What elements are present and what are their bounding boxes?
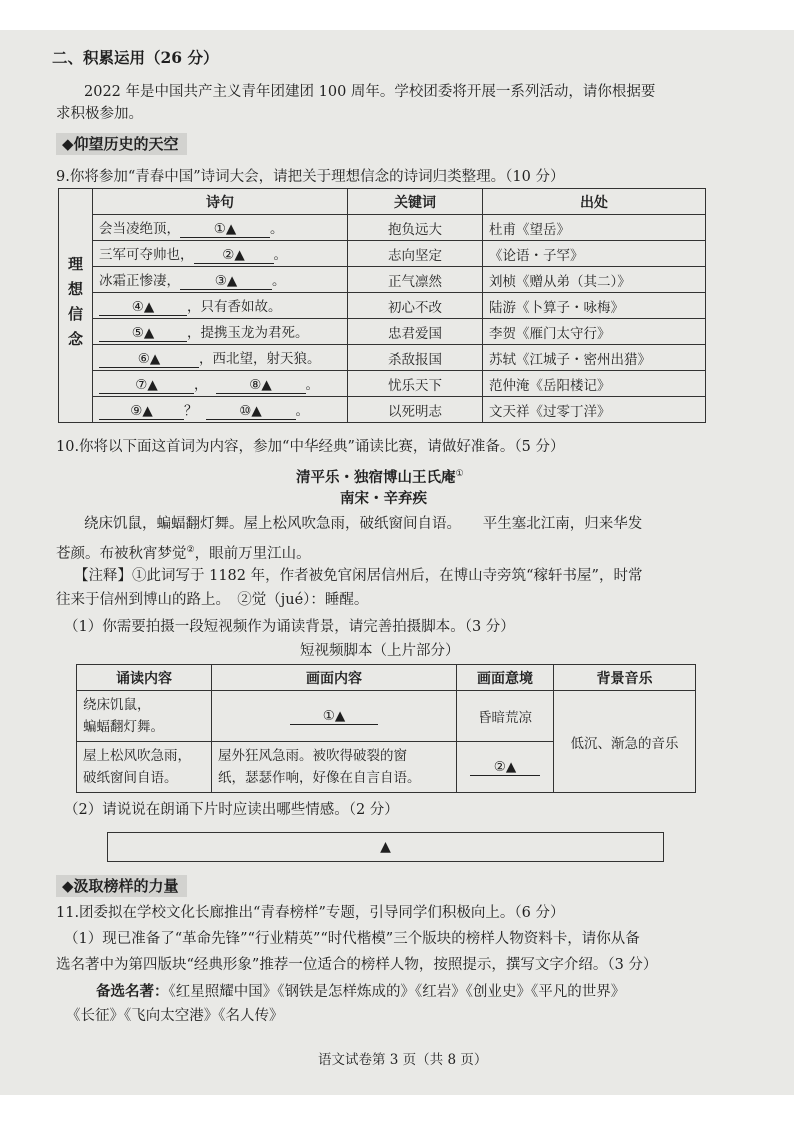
poem-text: 苍颜。布被秋宵梦觉 <box>56 545 187 562</box>
answer-blank[interactable]: ④▲ <box>99 299 187 316</box>
answer-blank[interactable]: ⑤▲ <box>99 325 187 342</box>
verse-text: 。 <box>295 403 309 419</box>
verse-text: 冰霜正惨凄， <box>99 273 180 289</box>
book-list-text: 《红星照耀中国》《钢铁是怎样炼成的》《红岩》《创业史》《平凡的世界》 <box>168 984 626 1000</box>
book-list-label: 备选名著： <box>96 983 169 1000</box>
script-picture-line: 纸，瑟瑟作响，好像在自言自语。 <box>218 770 421 786</box>
keyword-cell: 杀敌报国 <box>348 345 483 371</box>
script-text-line: 蝙蝠翻灯舞。 <box>83 719 164 735</box>
q9-header-source: 出处 <box>483 189 706 215</box>
script-text-line: 绕床饥鼠， <box>83 697 151 713</box>
answer-blank[interactable]: ⑩▲ <box>206 403 296 420</box>
intro-line-2: 求积极参加。 <box>56 106 143 122</box>
keyword-cell: 抱负远大 <box>348 215 483 241</box>
script-text-line: 破纸窗间自语。 <box>83 770 178 786</box>
q11-sub1-line-1: （1）现已准备了“革命先锋”“行业精英”“时代楷模”三个版块的榜样人物资料卡，请你从备 <box>64 931 640 947</box>
script-header-content: 诵读内容 <box>77 665 212 691</box>
keyword-cell: 忧乐天下 <box>348 371 483 397</box>
script-table-title: 短视频脚本（上片部分） <box>300 643 460 659</box>
q9-side-label: 理想信念 <box>59 189 93 423</box>
section-tag-history: ◆仰望历史的天空 <box>56 133 187 155</box>
table-row <box>59 267 706 293</box>
table-row <box>59 397 706 423</box>
answer-box[interactable]: ▲ <box>107 832 664 862</box>
table-row <box>59 371 706 397</box>
script-header-picture: 画面内容 <box>212 665 457 691</box>
q10-stem: 10.你将以下面这首词为内容，参加“中华经典”诵读比赛，请做好准备。（5 分） <box>56 439 565 455</box>
q9-header-keyword: 关键词 <box>348 189 483 215</box>
answer-blank[interactable]: ①▲ <box>180 221 270 238</box>
verse-text: 会当凌绝顶， <box>99 221 180 237</box>
intro-line-1: 2022 年是中国共产主义青年团建团 100 周年。学校团委将开展一系列活动，请你根据要 <box>84 84 656 100</box>
verse-text: ， <box>194 377 208 393</box>
q10-sub1: （1）你需要拍摄一段短视频作为诵读背景，请完善拍摄脚本。（3 分） <box>64 619 515 635</box>
table-row <box>77 691 696 742</box>
source-cell: 苏轼《江城子・密州出猎》 <box>483 345 706 371</box>
answer-blank[interactable]: ③▲ <box>180 273 272 290</box>
verse-text: ，提携玉龙为君死。 <box>187 325 309 341</box>
verse-text: ，只有香如故。 <box>187 299 282 315</box>
answer-blank[interactable]: ⑥▲ <box>99 351 199 368</box>
verse-text: ，西北望，射天狼。 <box>199 351 321 367</box>
page-footer: 语文试卷第 3 页（共 8 页） <box>318 1052 488 1068</box>
answer-blank[interactable]: ②▲ <box>470 759 540 776</box>
q9-stem: 9.你将参加“青春中国”诗词大会，请把关于理想信念的诗词归类整理。（10 分） <box>56 169 565 185</box>
section-tag-role-models: ◆汲取榜样的力量 <box>56 875 187 897</box>
source-cell: 《论语・子罕》 <box>483 241 706 267</box>
poem-text: ，眼前万里江山。 <box>194 545 311 562</box>
poem-author: 南宋・辛弃疾 <box>340 490 427 507</box>
verse-text: ？ <box>184 403 198 419</box>
answer-blank[interactable]: ⑧▲ <box>216 377 306 394</box>
verse-text: 。 <box>272 273 286 289</box>
source-cell: 范仲淹《岳阳楼记》 <box>483 371 706 397</box>
script-music-cell: 低沉、渐急的音乐 <box>554 691 696 793</box>
table-row <box>59 345 706 371</box>
script-header-mood: 画面意境 <box>457 665 554 691</box>
script-picture-line: 屋外狂风急雨。被吹得破裂的窗 <box>218 748 407 764</box>
source-cell: 刘桢《赠从弟（其二）》 <box>483 267 706 293</box>
q10-sub2: （2）请说说在朗诵下片时应读出哪些情感。（2 分） <box>64 802 399 818</box>
q9-header-verse: 诗句 <box>93 189 348 215</box>
answer-blank[interactable]: ⑦▲ <box>99 377 194 394</box>
keyword-cell: 以死明志 <box>348 397 483 423</box>
source-cell: 李贺《雁门太守行》 <box>483 319 706 345</box>
answer-blank[interactable]: ①▲ <box>290 708 378 725</box>
poem-line-1: 绕床饥鼠，蝙蝠翻灯舞。屋上松风吹急雨，破纸窗间自语。 平生塞北江南，归来华发 <box>84 516 643 532</box>
table-row <box>59 215 706 241</box>
table-row <box>59 293 706 319</box>
q11-stem: 11.团委拟在学校文化长廊推出“青春榜样”专题，引导同学们积极向上。（6 分） <box>56 905 565 921</box>
keyword-cell: 正气凛然 <box>348 267 483 293</box>
note-line-1: 【注释】①此词写于 1182 年，作者被免官闲居信州后，在博山寺旁筑“稼轩书屋”，时常 <box>74 568 643 584</box>
keyword-cell: 忠君爱国 <box>348 319 483 345</box>
verse-text: 三军可夺帅也， <box>99 247 194 263</box>
script-table <box>76 664 696 793</box>
source-cell: 杜甫《望岳》 <box>483 215 706 241</box>
poem-line-2 <box>56 540 311 564</box>
keyword-cell: 志向坚定 <box>348 241 483 267</box>
poem-title <box>296 464 464 488</box>
verse-text: 。 <box>273 247 287 263</box>
section-header: 二、积累运用（26 分） <box>52 48 219 67</box>
answer-blank[interactable]: ②▲ <box>194 247 274 264</box>
verse-text: 。 <box>270 221 284 237</box>
q11-sub1-line-2: 选名著中为第四版块“经典形象”推荐一位适合的榜样人物，按照提示，撰写文字介绍。（3 分） <box>56 957 658 973</box>
q9-poetry-table <box>58 188 706 423</box>
source-cell: 文天祥《过零丁洋》 <box>483 397 706 423</box>
note-line-2: 往来于信州到博山的路上。 ②觉（jué）：睡醒。 <box>56 592 369 608</box>
table-row <box>59 319 706 345</box>
book-list-line-2: 《长征》《飞向太空港》《名人传》 <box>66 1008 284 1024</box>
script-mood-cell: 昏暗荒凉 <box>457 691 554 742</box>
keyword-cell: 初心不改 <box>348 293 483 319</box>
script-header-music: 背景音乐 <box>554 665 696 691</box>
verse-text: 。 <box>305 377 319 393</box>
footnote-mark: ② <box>186 545 195 555</box>
answer-blank[interactable]: ⑨▲ <box>99 403 184 420</box>
book-list-line-1 <box>96 982 625 1002</box>
script-text-line: 屋上松风吹急雨， <box>83 748 191 764</box>
source-cell: 陆游《卜算子・咏梅》 <box>483 293 706 319</box>
poem-title-text: 清平乐・独宿博山王氏庵 <box>296 468 456 486</box>
table-row <box>59 241 706 267</box>
footnote-mark: ① <box>455 469 464 479</box>
